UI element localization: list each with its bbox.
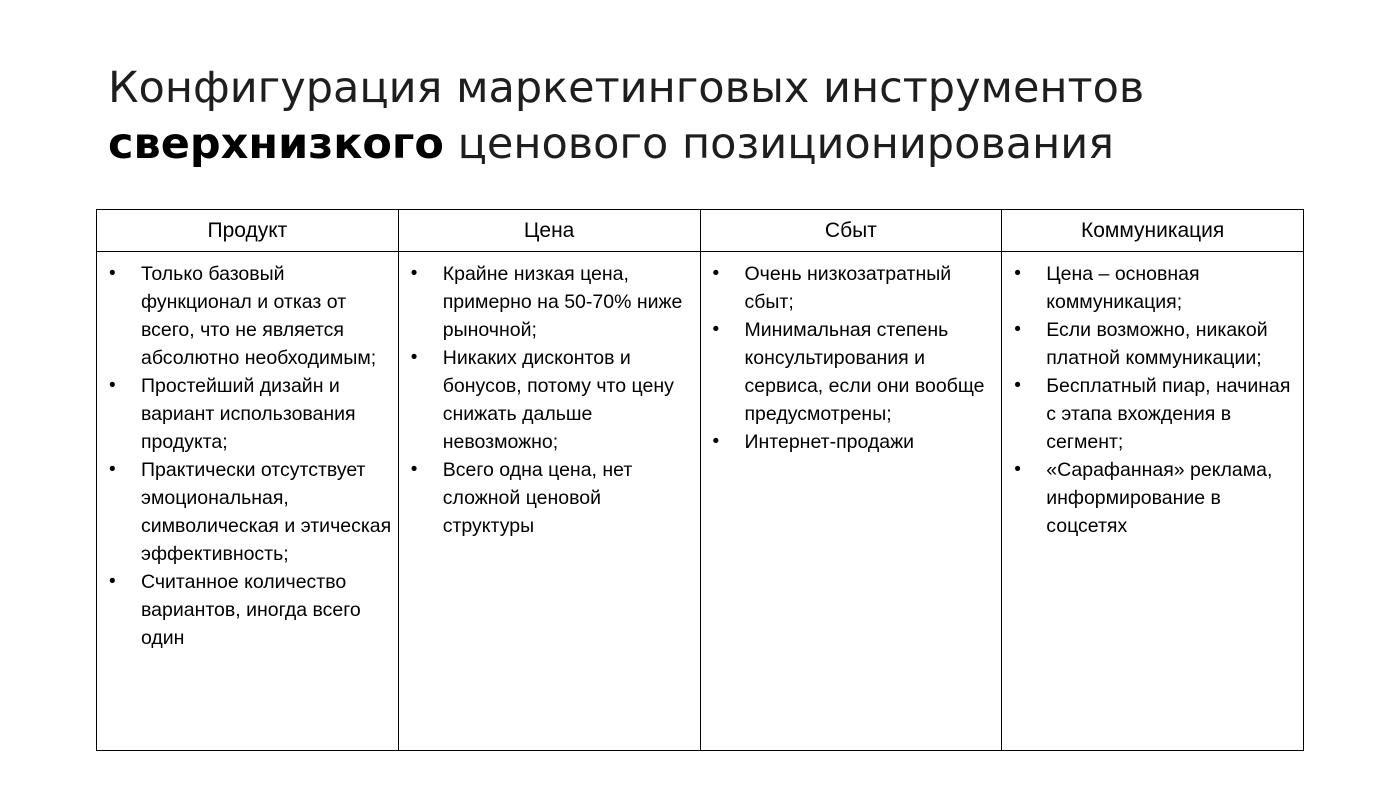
header-distribution: Сбыт [700, 210, 1002, 252]
header-communication: Коммуникация [1002, 210, 1304, 252]
cell-distribution [700, 252, 1002, 751]
list-item: • «Сарафанная» реклама, информирование в соцсетях [1012, 456, 1299, 540]
list-item: • Цена – основная коммуникация; [1012, 260, 1299, 316]
list-item: • Простейший дизайн и вариант использования продукта; [107, 372, 394, 456]
table-header-row [97, 210, 1304, 252]
list-item: • Никаких дисконтов и бонусов, потому что цену снижать дальше невозможно; [409, 344, 696, 456]
cell-product [97, 252, 399, 751]
communication-list [1012, 260, 1299, 540]
list-item: • Всего одна цена, нет сложной ценовой структуры [409, 456, 696, 540]
table-row [97, 252, 1304, 751]
title-line-1: Конфигурация маркетинговых инструментов [108, 63, 1145, 113]
list-item: • Только базовый функционал и отказ от всего, что не является абсолютно необходимым; [107, 260, 394, 372]
title-line-2-rest: ценового позиционирования [443, 119, 1115, 169]
list-item: • Минимальная степень консультирования и сервиса, если они вообще предусмотрены; [711, 316, 998, 428]
title-emphasis: сверхнизкого [108, 119, 444, 169]
list-item: • Если возможно, никакой платной коммуникации; [1012, 316, 1299, 372]
product-list [107, 260, 394, 652]
list-item: • Практически отсутствует эмоциональная, символическая и этическая эффективность; [107, 456, 394, 568]
list-item: • Очень низкозатратный сбыт; [711, 260, 998, 316]
distribution-list [711, 260, 998, 456]
header-product: Продукт [97, 210, 399, 252]
header-price: Цена [398, 210, 700, 252]
cell-communication [1002, 252, 1304, 751]
list-item: • Считанное количество вариантов, иногда всего один [107, 568, 394, 652]
list-item: • Крайне низкая цена, примерно на 50-70% ниже рыночной; [409, 260, 696, 344]
slide-title [108, 60, 1308, 172]
cell-price [398, 252, 700, 751]
price-list [409, 260, 696, 540]
list-item: • Бесплатный пиар, начиная с этапа вхождения в сегмент; [1012, 372, 1299, 456]
title-line-2 [108, 116, 1308, 172]
list-item: • Интернет-продажи [711, 428, 998, 456]
marketing-mix-table [96, 209, 1304, 751]
